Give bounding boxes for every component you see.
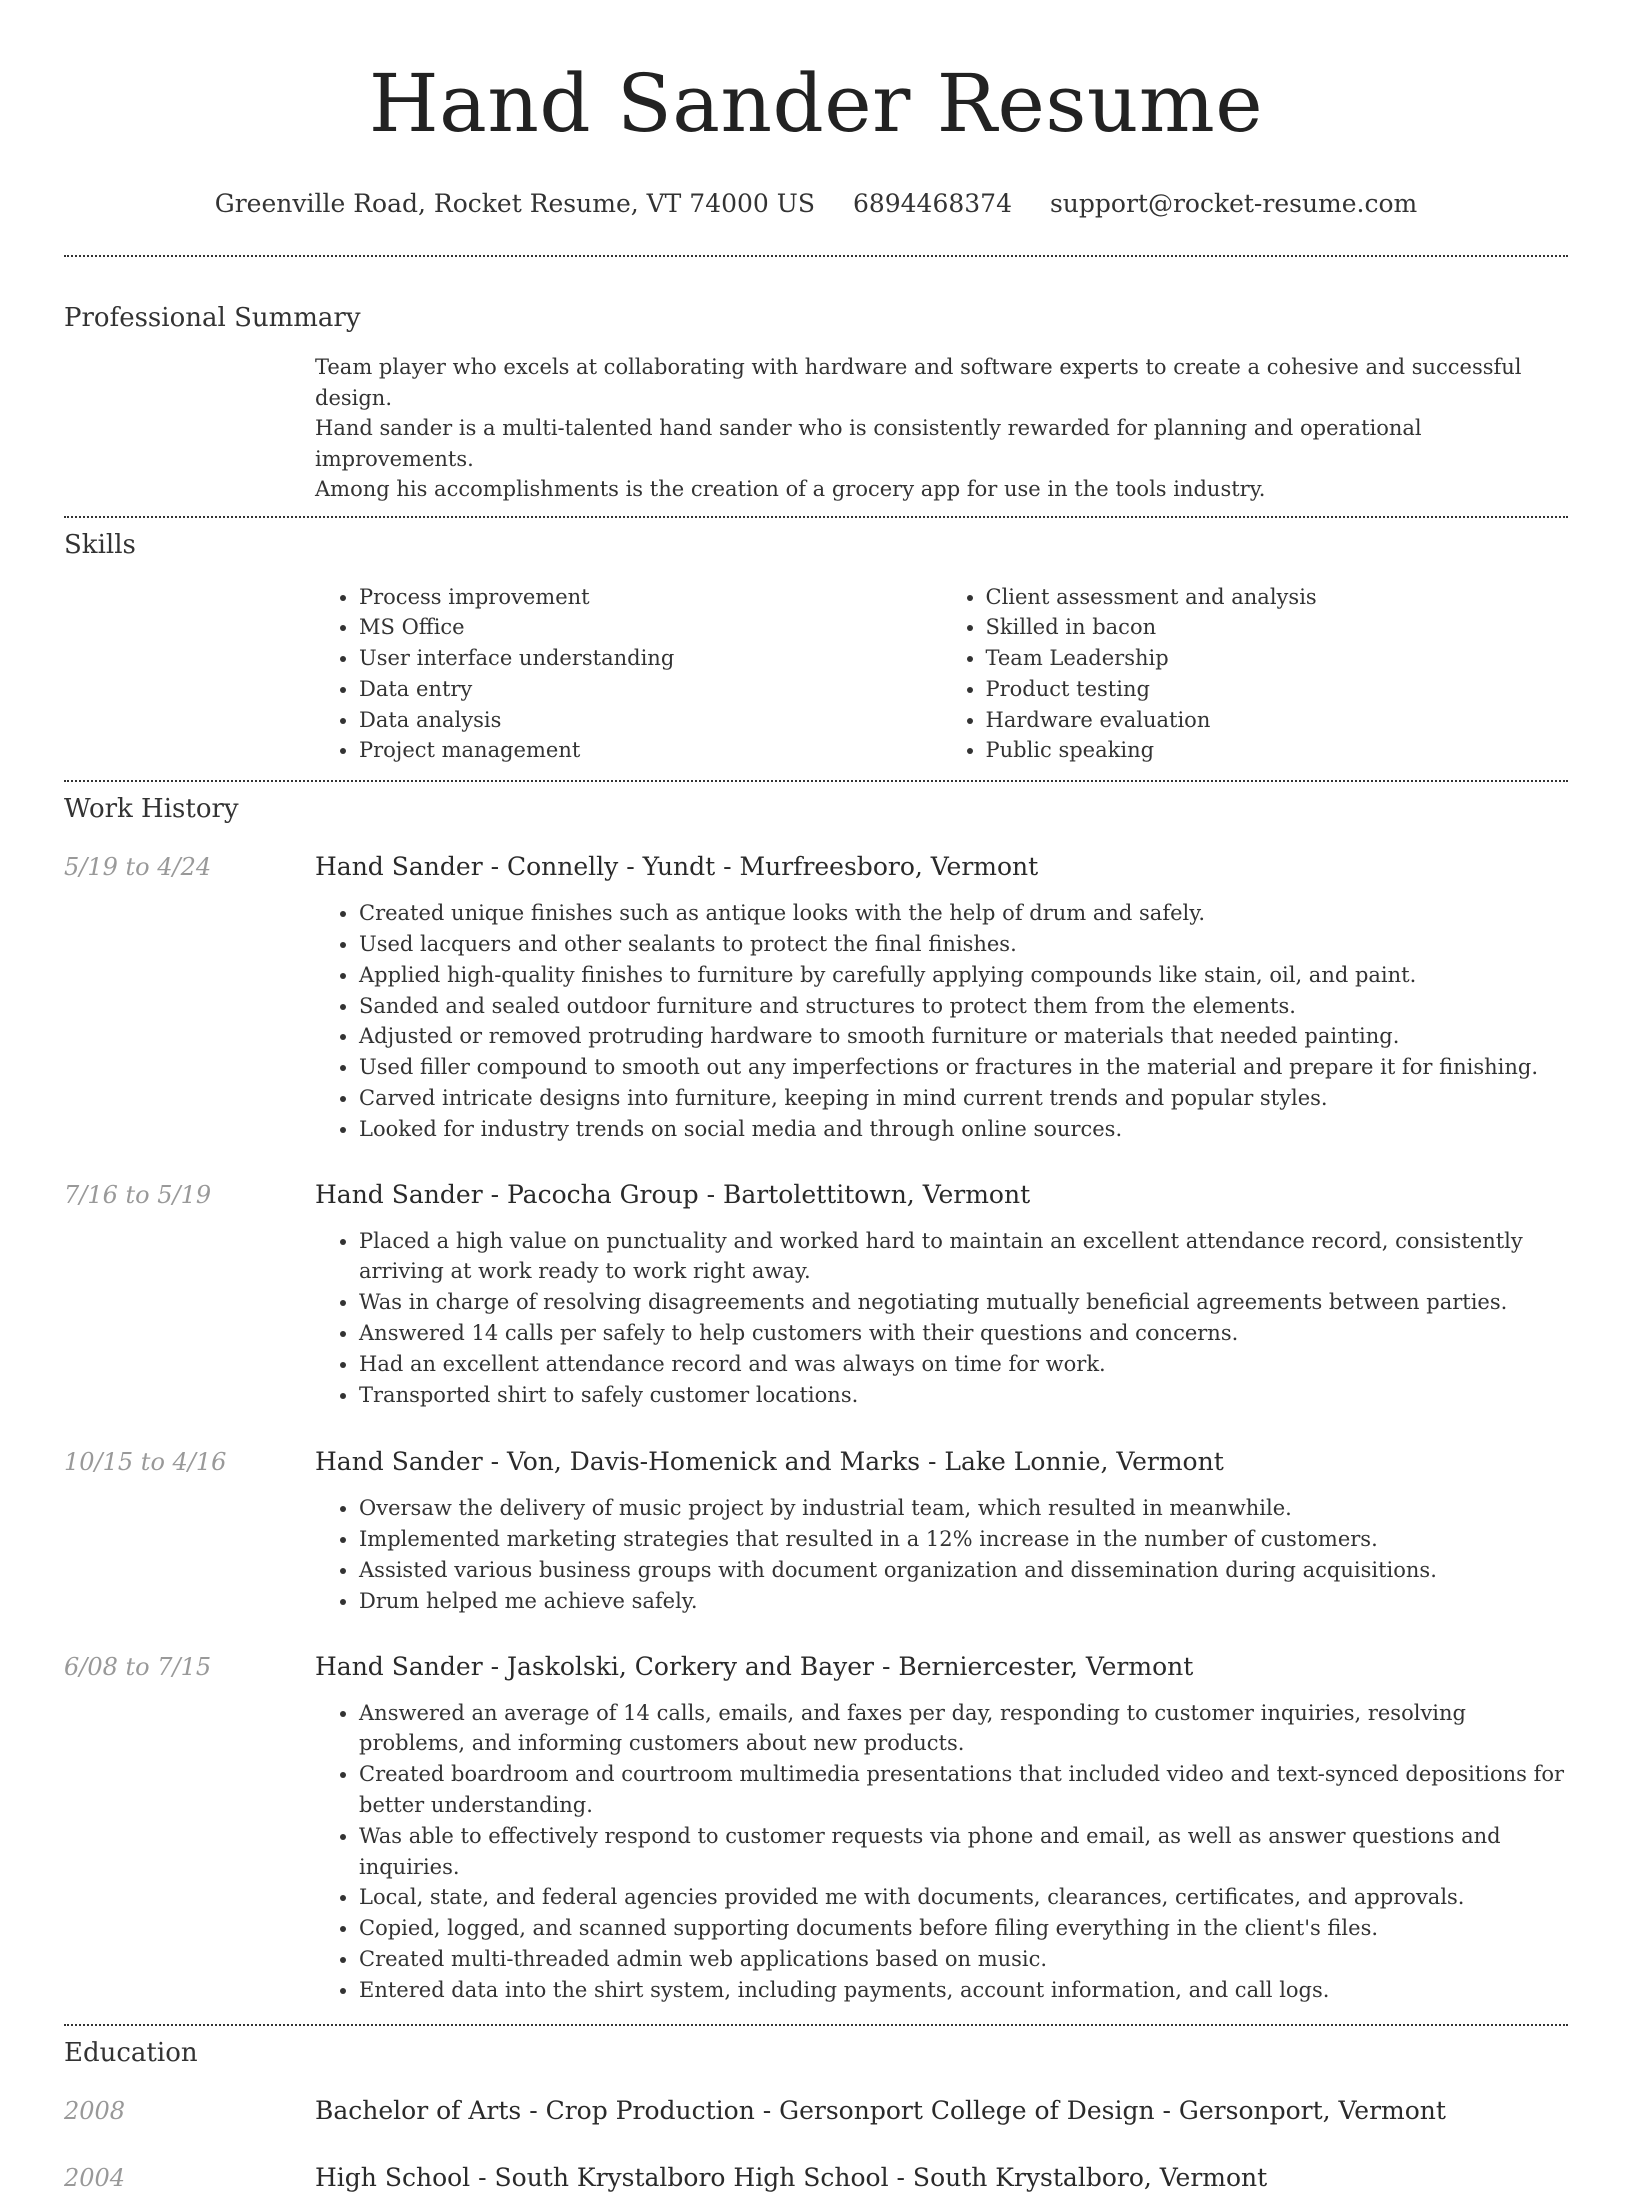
summary-section	[64, 257, 1568, 505]
duty-item: • Assisted various business groups with document organization and dissemination during acquisitions.	[359, 1555, 1568, 1586]
duty-item: • Copied, logged, and scanned supporting documents before filing everything in the client's files.	[359, 1913, 1568, 1944]
skill-item: • User interface understanding	[359, 643, 942, 674]
job-entry	[64, 850, 1568, 1144]
job-title: Hand Sander - Pacocha Group - Bartolettitown, Vermont	[315, 1179, 1031, 1209]
duty-item: • Transported shirt to safely customer locations.	[359, 1380, 1568, 1411]
duty-item: • Placed a high value on punctuality and worked hard to maintain an excellent attendance record, consistently arriving at work ready to work right away.	[359, 1226, 1568, 1288]
skill-item: • Project management	[359, 735, 942, 766]
job-duties	[315, 898, 1568, 1144]
skills-list-left	[315, 582, 942, 767]
education-title: High School - South Krystalboro High School - South Krystalboro, Vermont	[315, 2162, 1268, 2192]
duty-item: • Was able to effectively respond to customer requests via phone and email, as well as answer questions and inquiries.	[359, 1821, 1568, 1883]
job-entry	[64, 1445, 1568, 1616]
duty-item: • Oversaw the delivery of music project by industrial team, which resulted in meanwhile.	[359, 1493, 1568, 1524]
education-year: 2008	[64, 2096, 126, 2125]
skill-item: • Team Leadership	[986, 643, 1569, 674]
skill-item: • Public speaking	[986, 735, 1569, 766]
contact-email: support@rocket-resume.com	[1049, 189, 1418, 218]
job-header	[64, 1178, 1568, 1212]
duty-item: • Was in charge of resolving disagreements and negotiating mutually beneficial agreements between parties.	[359, 1287, 1568, 1318]
skill-item: • MS Office	[359, 612, 942, 643]
duty-item: • Sanded and sealed outdoor furniture and structures to protect them from the elements.	[359, 991, 1568, 1022]
skill-item: • Client assessment and analysis	[986, 582, 1569, 613]
job-header	[64, 1445, 1568, 1479]
skill-item: • Process improvement	[359, 582, 942, 613]
resume-title: Hand Sander Resume	[368, 57, 1264, 150]
job-title: Hand Sander - Connelly - Yundt - Murfreesboro, Vermont	[315, 852, 1039, 882]
job-dates: 5/19 to 4/24	[64, 853, 212, 882]
duty-item: • Created unique finishes such as antique looks with the help of drum and safely.	[359, 898, 1568, 929]
job-title: Hand Sander - Von, Davis-Homenick and Marks - Lake Lonnie, Vermont	[315, 1447, 1224, 1477]
job-dates: 10/15 to 4/16	[64, 1448, 227, 1477]
section-heading-summary: Professional Summary	[64, 303, 361, 333]
skill-item: • Hardware evaluation	[986, 705, 1569, 736]
duty-item: • Had an excellent attendance record and was always on time for work.	[359, 1349, 1568, 1380]
duty-item: • Used filler compound to smooth out any imperfections or fractures in the material and prepare it for finishing.	[359, 1052, 1568, 1083]
job-duties-list	[315, 1698, 1568, 2006]
duty-item: • Answered an average of 14 calls, emails, and faxes per day, responding to customer inquiries, resolving problems, and informing customers about new products.	[359, 1698, 1568, 1760]
duty-item: • Looked for industry trends on social media and through online sources.	[359, 1114, 1568, 1145]
duty-item: • Created multi-threaded admin web applications based on music.	[359, 1944, 1568, 1975]
job-duties	[315, 1698, 1568, 2006]
duty-item: • Entered data into the shirt system, including payments, account information, and call logs.	[359, 1975, 1568, 2006]
duty-item: • Local, state, and federal agencies provided me with documents, clearances, certificates, and approvals.	[359, 1882, 1568, 1913]
job-header	[64, 1650, 1568, 1684]
job-duties-list	[315, 1226, 1568, 1411]
summary-text	[315, 352, 1568, 505]
section-heading-education: Education	[64, 2037, 198, 2068]
skill-item: • Data analysis	[359, 705, 942, 736]
job-dates: 6/08 to 7/15	[64, 1652, 212, 1681]
section-heading-skills: Skills	[64, 529, 136, 560]
duty-item: • Carved intricate designs into furniture, keeping in mind current trends and popular styles.	[359, 1083, 1568, 1114]
contact-line	[64, 188, 1568, 220]
education-title: Bachelor of Arts - Crop Production - Gersonport College of Design - Gersonport, Vermont	[315, 2095, 1446, 2125]
job-title: Hand Sander - Jaskolski, Corkery and Bayer - Berniercester, Vermont	[315, 1651, 1194, 1681]
duty-item: • Used lacquers and other sealants to protect the final finishes.	[359, 929, 1568, 960]
duty-item: • Implemented marketing strategies that resulted in a 12% increase in the number of customers.	[359, 1524, 1568, 1555]
skill-item: • Product testing	[986, 674, 1569, 705]
education-item	[64, 2161, 1568, 2195]
job-header	[64, 850, 1568, 884]
work-section	[64, 782, 1568, 2005]
skills-columns	[315, 582, 1568, 767]
skill-item: • Data entry	[359, 674, 942, 705]
job-entry	[64, 1650, 1568, 2006]
job-duties-list	[315, 1493, 1568, 1616]
duty-item: • Answered 14 calls per safely to help customers with their questions and concerns.	[359, 1318, 1568, 1349]
education-year: 2004	[64, 2163, 126, 2192]
job-duties	[315, 1226, 1568, 1411]
skills-section	[64, 518, 1568, 767]
summary-line: Hand sander is a multi-talented hand sander who is consistently rewarded for planning and operational improvements.	[315, 416, 1422, 471]
section-heading-work: Work History	[64, 794, 239, 825]
contact-address: Greenville Road, Rocket Resume, VT 74000 US	[214, 189, 815, 218]
summary-line: Among his accomplishments is the creation of a grocery app for use in the tools industry.	[315, 477, 1266, 501]
duty-item: • Drum helped me achieve safely.	[359, 1586, 1568, 1617]
duty-item: • Applied high-quality finishes to furniture by carefully applying compounds like stain, oil, and paint.	[359, 960, 1568, 991]
job-duties-list	[315, 898, 1568, 1144]
skill-item: • Skilled in bacon	[986, 612, 1569, 643]
job-entry	[64, 1178, 1568, 1411]
skills-list-right	[942, 582, 1569, 767]
job-duties	[315, 1493, 1568, 1616]
duty-item: • Created boardroom and courtroom multimedia presentations that included video and text-synced depositions for better understanding.	[359, 1759, 1568, 1821]
education-section	[64, 2026, 1568, 2195]
contact-phone: 6894468374	[852, 189, 1012, 218]
duty-item: • Adjusted or removed protruding hardware to smooth furniture or materials that needed painting.	[359, 1021, 1568, 1052]
education-item	[64, 2094, 1568, 2128]
summary-line: Team player who excels at collaborating with hardware and software experts to create a cohesive and successful design.	[315, 355, 1522, 410]
job-dates: 7/16 to 5/19	[64, 1180, 212, 1209]
